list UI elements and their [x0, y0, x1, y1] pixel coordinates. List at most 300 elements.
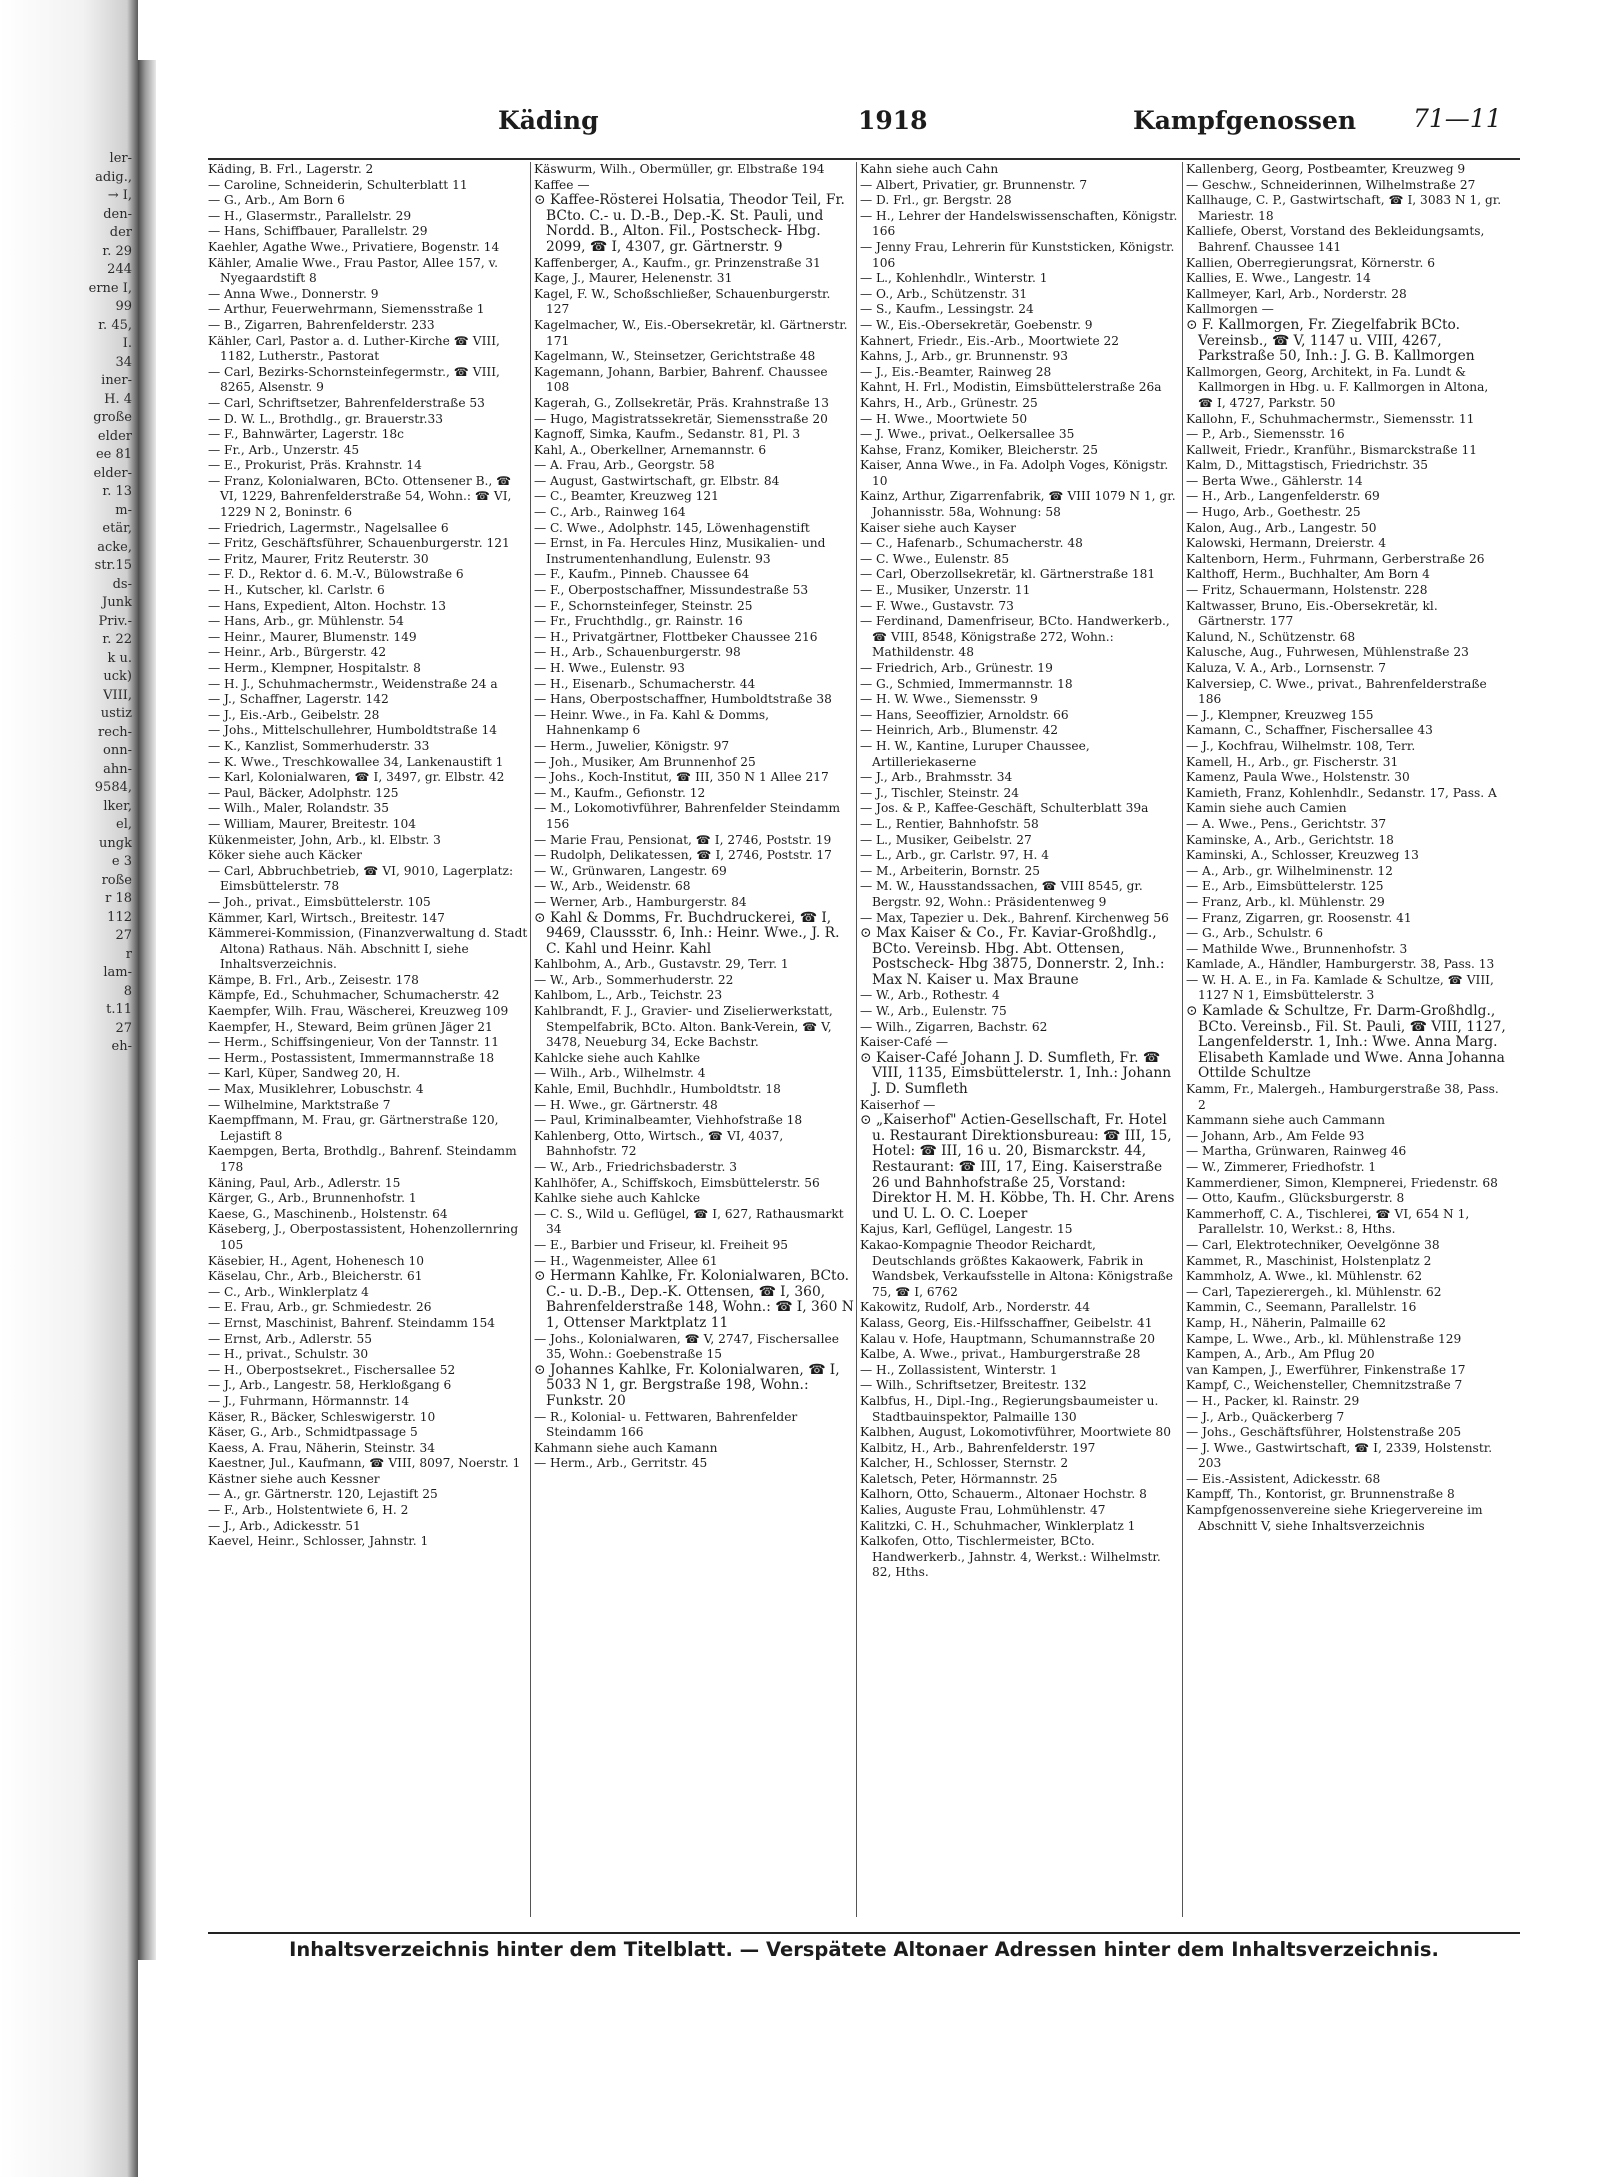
- directory-entry: Kahns, J., Arb., gr. Brunnenstr. 93: [860, 349, 1069, 364]
- directory-entry: — J. Wwe., Gastwirtschaft, ☎ I, 2339, Holstenstr. 203: [1186, 1440, 1493, 1471]
- directory-entry: — Ferdinand, Damenfriseur, BCto. Handwerkerb., ☎ VIII, 8548, Königstraße 272, Wohn.: Mathildenstr. 48: [860, 614, 1170, 660]
- stub-line: ahn-: [103, 761, 132, 777]
- column-divider: [856, 162, 857, 1917]
- directory-entry: — H., Privatgärtner, Flottbeker Chaussee 216: [534, 629, 818, 644]
- directory-entry: — Heinr. Wwe., in Fa. Kahl & Domms, Hahnenkamp 6: [534, 707, 770, 738]
- directory-entry: Kalversiep, C. Wwe., privat., Bahrenfelderstraße 186: [1186, 676, 1487, 707]
- directory-entry: Kähler, Carl, Pastor a. d. Luther-Kirche ☎ VIII, 1182, Lutherstr., Pastorat: [208, 333, 500, 364]
- directory-entry: Kalbhen, August, Lokomotivführer, Moortwiete 80: [860, 1425, 1172, 1440]
- directory-entry: — H., privat., Schulstr. 30: [208, 1347, 369, 1362]
- directory-entry: Kaffenberger, A., Kaufm., gr. Prinzenstraße 31: [534, 255, 821, 270]
- directory-entry: — Carl, Schriftsetzer, Bahrenfelderstraße 53: [208, 395, 485, 410]
- directory-entry: Kaempgen, Berta, Brothdlg., Bahrenf. Steindamm 178: [208, 1144, 517, 1174]
- directory-entry: Kahle, Emil, Buchhdlr., Humboldtstr. 18: [534, 1082, 781, 1097]
- directory-entry: — Caroline, Schneiderin, Schulterblatt 11: [208, 177, 468, 192]
- directory-entry: — Fr., Fruchthdlg., gr. Rainstr. 16: [534, 614, 743, 629]
- directory-entry: — A., gr. Gärtnerstr. 120, Lejastift 25: [208, 1487, 438, 1502]
- directory-entry: Kamenz, Paula Wwe., Holstenstr. 30: [1186, 770, 1410, 785]
- stub-line: große: [93, 410, 132, 425]
- directory-entry: Kakowitz, Rudolf, Arb., Norderstr. 44: [860, 1300, 1090, 1315]
- stub-line: Junk: [102, 595, 132, 610]
- directory-entry: — Herm., Juwelier, Königstr. 97: [534, 738, 730, 753]
- directory-entry: Kahl, A., Oberkellner, Arnemannstr. 6: [534, 442, 767, 457]
- stub-line: elder: [97, 428, 132, 444]
- directory-entry: — D. Frl., gr. Bergstr. 28: [860, 193, 1012, 208]
- directory-entry: Kalund, N., Schützenstr. 68: [1186, 629, 1356, 644]
- directory-entry: Kalhorn, Otto, Schauerm., Altonaer Hochstr. 8: [860, 1487, 1147, 1502]
- directory-entry: — J., Eis.-Beamter, Rainweg 28: [860, 364, 1052, 379]
- directory-entry: — H. W., Kantine, Luruper Chaussee, Artilleriekaserne: [860, 738, 1090, 769]
- directory-entry: Kalies, Auguste Frau, Lohmühlenstr. 47: [860, 1503, 1106, 1518]
- directory-entry: — W., Arb., Eulenstr. 75: [860, 1004, 1007, 1019]
- stub-line: VIII,: [103, 687, 132, 703]
- directory-entry: ⊙ F. Kallmorgen, Fr. Ziegelfabrik BCto. Vereinsb., ☎ V, 1147 u. VIII, 4267, Parkstraße 50, Inh.: J. G. B. Kallmorgen: [1186, 316, 1475, 365]
- directory-entry: — H., Eisenarb., Schumacherstr. 44: [534, 676, 756, 691]
- directory-entry: Kaltenborn, Herm., Fuhrmann, Gerberstraße 26: [1186, 551, 1485, 566]
- directory-entry: — Marie Frau, Pensionat, ☎ I, 2746, Poststr. 19: [534, 832, 832, 847]
- directory-entry: Kallmeyer, Karl, Arb., Norderstr. 28: [1186, 286, 1407, 301]
- directory-entry: Kallies, E. Wwe., Langestr. 14: [1186, 271, 1371, 286]
- directory-entry: Kalau v. Hofe, Hauptmann, Schumannstraße 20: [860, 1331, 1155, 1346]
- directory-entry: — Albert, Privatier, gr. Brunnenstr. 7: [860, 177, 1088, 192]
- directory-entry: — Jos. & P., Kaffee-Geschäft, Schulterblatt 39a: [860, 801, 1149, 816]
- stub-line: → I,: [107, 188, 132, 203]
- directory-entry: Kagnoff, Simka, Kaufm., Sedanstr. 81, Pl. 3: [534, 427, 801, 442]
- directory-entry: Kampfgenossenvereine siehe Kriegervereine im Abschnitt V, siehe Inhaltsverzeichnis: [1186, 1503, 1483, 1533]
- directory-entry: ⊙ Kahl & Domms, Fr. Buchdruckerei, ☎ I, 9469, Claussstr. 6, Inh.: Heinr. Wwe., J. R. C. Kahl und Heinr. Kahl: [534, 909, 840, 957]
- directory-entry: Kämmer, Karl, Wirtsch., Breitestr. 147: [208, 910, 445, 925]
- directory-entry: Kalm, D., Mittagstisch, Friedrichstr. 35: [1186, 458, 1428, 473]
- stub-line: r 18: [105, 891, 132, 906]
- directory-entry: Kaess, A. Frau, Näherin, Steinstr. 34: [208, 1440, 435, 1455]
- directory-entry: Kalkofen, Otto, Tischlermeister, BCto. Handwerkerb., Jahnstr. 4, Werkst.: Wilhelmstr. 82, Hths.: [860, 1534, 1161, 1580]
- directory-entry: Kaiserhof —: [860, 1097, 936, 1112]
- stub-line: uck): [103, 669, 132, 684]
- directory-entry: — L., Arb., gr. Carlstr. 97, H. 4: [860, 848, 1049, 863]
- directory-entry: — M. W., Hausstandssachen, ☎ VIII 8545, gr. Bergstr. 92, Wohn.: Präsidentenweg 9: [860, 879, 1143, 909]
- directory-entry: Käning, Paul, Arb., Adlerstr. 15: [208, 1175, 401, 1190]
- directory-entry: — F. Wwe., Gustavstr. 73: [860, 598, 1014, 613]
- stub-line: I.: [122, 336, 132, 351]
- directory-entry: Kagelmacher, W., Eis.-Obersekretär, kl. Gärtnerstr. 171: [534, 317, 848, 348]
- directory-entry: — M., Lokomotivführer, Bahrenfelder Steindamm 156: [534, 801, 841, 831]
- page-number: 71—11: [1413, 104, 1502, 133]
- directory-entry: — R., Kolonial- u. Fettwaren, Bahrenfelder Steindamm 166: [534, 1409, 798, 1440]
- directory-entry: Kalliefe, Oberst, Vorstand des Bekleidungsamts, Bahrenf. Chaussee 141: [1186, 224, 1485, 254]
- directory-entry: Kamann, C., Schaffner, Fischersallee 43: [1186, 723, 1433, 738]
- directory-entry: — J., Arb., Adickesstr. 51: [208, 1518, 361, 1533]
- directory-entry: Kaempfer, Wilh. Frau, Wäscherei, Kreuzweg 109: [208, 1004, 509, 1019]
- directory-entry: — H., Arb., Langenfelderstr. 69: [1186, 489, 1380, 504]
- directory-entry: Kaestner, Jul., Kaufmann, ☎ VIII, 8097, Noerstr. 1: [208, 1456, 521, 1471]
- directory-entry: — J., Fuhrmann, Hörmannstr. 14: [208, 1393, 410, 1408]
- stub-line: 27: [115, 928, 132, 943]
- directory-entry: Käser, R., Bäcker, Schleswigerstr. 10: [208, 1409, 436, 1424]
- directory-entry: Kammholz, A. Wwe., kl. Mühlenstr. 62: [1186, 1269, 1423, 1284]
- directory-entry: — Eis.-Assistent, Adickesstr. 68: [1186, 1471, 1381, 1486]
- directory-entry: — H., Glasermstr., Parallelstr. 29: [208, 208, 412, 223]
- directory-entry: Kahlbrandt, F. J., Gravier- und Ziselierwerkstatt, Stempelfabrik, BCto. Alton. Bank-Verein, ☎ V, 3478, Neueburg 34, Ecke Bachstr.: [534, 1004, 833, 1050]
- directory-entry: — J., Arb., Langestr. 58, Herkloßgang 6: [208, 1378, 452, 1393]
- directory-entry: Kalbe, A. Wwe., privat., Hamburgerstraße 28: [860, 1347, 1141, 1362]
- stub-line: Priv.-: [98, 613, 132, 629]
- directory-entry: — Friedrich, Arb., Grünestr. 19: [860, 661, 1053, 675]
- stub-line: r. 29: [102, 243, 132, 259]
- left-page-stub-text: [0, 150, 132, 1057]
- directory-entry: — M., Arbeiterin, Bornstr. 25: [860, 863, 1040, 878]
- stub-line: lker,: [103, 798, 132, 814]
- directory-entry: — Rudolph, Delikatessen, ☎ I, 2746, Poststr. 17: [534, 848, 832, 863]
- directory-entry: Kalcher, H., Schlosser, Sternstr. 2: [860, 1456, 1069, 1471]
- directory-entry: Kagemann, Johann, Barbier, Bahrenf. Chaussee 108: [534, 364, 828, 395]
- stub-line: iner-: [101, 373, 132, 388]
- directory-entry: Kükenmeister, John, Arb., kl. Elbstr. 3: [208, 832, 441, 847]
- directory-entry: — Franz, Zigarren, gr. Roosenstr. 41: [1186, 910, 1412, 925]
- directory-entry: — Ernst, in Fa. Hercules Hinz, Musikalien- und Instrumentenhandlung, Eulenstr. 93: [534, 536, 826, 566]
- directory-entry: — Anna Wwe., Donnerstr. 9: [208, 286, 379, 301]
- directory-entry: — Hugo, Arb., Goethestr. 25: [1186, 505, 1361, 520]
- stub-line: ler-: [109, 151, 132, 166]
- directory-entry: Käseberg, J., Oberpostassistent, Hohenzollernring 105: [208, 1222, 519, 1252]
- stub-line: erne I,: [88, 280, 132, 296]
- stub-line: etär,: [102, 521, 132, 536]
- stub-line: ee 81: [95, 447, 132, 462]
- directory-entry: — H., Wagenmeister, Allee 61: [534, 1253, 718, 1268]
- stub-line: eh-: [111, 1039, 132, 1054]
- directory-entry: — K. Wwe., Treschkowallee 34, Lankenaustift 1: [208, 754, 504, 769]
- directory-entry: — Karl, Küper, Sandweg 20, H.: [208, 1066, 401, 1081]
- directory-entry: Kahn siehe auch Cahn: [860, 162, 999, 176]
- directory-entry: van Kampen, J., Ewerführer, Finkenstraße 17: [1186, 1362, 1466, 1377]
- directory-entry: Kampf, C., Weichensteller, Chemnitzstraße 7: [1186, 1378, 1463, 1393]
- directory-entry: — J., Kochfrau, Wilhelmstr. 108, Terr.: [1186, 738, 1416, 753]
- column-divider: [530, 162, 531, 1917]
- stub-line: onn-: [103, 743, 132, 758]
- directory-entry: — Geschw., Schneiderinnen, Wilhelmstraße 27: [1186, 177, 1476, 192]
- directory-entry: Kahlke siehe auch Kahlcke: [534, 1191, 701, 1206]
- directory-entry: Kahnt, H. Frl., Modistin, Eimsbüttelerstraße 26a: [860, 380, 1162, 395]
- stub-line: r. 22: [102, 632, 132, 647]
- stub-line: r. 13: [102, 484, 132, 499]
- directory-entry: Kage, J., Maurer, Helenenstr. 31: [534, 271, 733, 286]
- column-divider: [1182, 162, 1183, 1917]
- directory-entry: — Wilh., Zigarren, Bachstr. 62: [860, 1019, 1048, 1034]
- directory-entry: — Joh., privat., Eimsbüttelerstr. 105: [208, 894, 431, 909]
- directory-entry: — M., Kaufm., Gefionstr. 12: [534, 785, 706, 800]
- stub-line: m-: [115, 502, 132, 518]
- column-4: [1186, 162, 1506, 1917]
- directory-entry: — W., Eis.-Obersekretär, Goebenstr. 9: [860, 317, 1093, 332]
- directory-entry: — Max, Musiklehrer, Lobuschstr. 4: [208, 1082, 424, 1097]
- directory-entry: Kalass, Georg, Eis.-Hilfsschaffner, Geibelstr. 41: [860, 1315, 1153, 1330]
- directory-entry: Kamin siehe auch Camien: [1186, 801, 1347, 816]
- directory-entry: — H. J., Schuhmachermstr., Weidenstraße 24 a: [208, 676, 498, 691]
- directory-entry: Kajus, Karl, Geflügel, Langestr. 15: [860, 1222, 1073, 1237]
- directory-entry: Kamm, Fr., Malergeh., Hamburgerstraße 38, Pass. 2: [1186, 1082, 1499, 1112]
- directory-entry: — Hans, Schiffbauer, Parallelstr. 29: [208, 224, 428, 239]
- directory-entry: — August, Gastwirtschaft, gr. Elbstr. 84: [534, 473, 780, 488]
- directory-entry: — Johs., Kolonialwaren, ☎ V, 2747, Fischersallee 35, Wohn.: Goebenstraße 15: [534, 1331, 839, 1362]
- directory-entry: Kahlhöfer, A., Schiffskoch, Eimsbüttelerstr. 56: [534, 1175, 820, 1190]
- directory-entry: — Carl, Tapezierergeh., kl. Mühlenstr. 62: [1186, 1284, 1442, 1299]
- directory-entry: Kärger, G., Arb., Brunnenhofstr. 1: [208, 1191, 417, 1206]
- directory-entry: — Friedrich, Lagermstr., Nagelsallee 6: [208, 520, 449, 535]
- directory-entry: Kalbfus, H., Dipl.-Ing., Regierungsbaumeister u. Stadtbauinspektor, Palmaille 130: [860, 1393, 1159, 1424]
- directory-entry: — Herm., Arb., Gerritstr. 45: [534, 1456, 708, 1471]
- directory-entry: — Hans, Seeoffizier, Arnoldstr. 66: [860, 707, 1069, 722]
- directory-entry: — L., Musiker, Geibelstr. 27: [860, 832, 1032, 847]
- directory-entry: — Werner, Arb., Hamburgerstr. 84: [534, 894, 747, 909]
- directory-entry: — C. S., Wild u. Geflügel, ☎ I, 627, Rathausmarkt 34: [534, 1206, 844, 1237]
- stub-line: e 3: [111, 854, 132, 869]
- stub-line: 99: [115, 299, 132, 314]
- directory-entry: Käsebier, H., Agent, Hohenesch 10: [208, 1253, 424, 1268]
- directory-entry: Kalbitz, H., Arb., Bahrenfelderstr. 197: [860, 1440, 1096, 1455]
- directory-entry: — Wilh., Maler, Rolandstr. 35: [208, 801, 389, 816]
- directory-entry: Kahlcke siehe auch Kahlke: [534, 1050, 701, 1065]
- stub-line: acke,: [97, 539, 132, 555]
- stub-line: den-: [103, 206, 132, 222]
- directory-entry: — Karl, Kolonialwaren, ☎ I, 3497, gr. Elbstr. 42: [208, 770, 505, 785]
- directory-entry: — J., Klempner, Kreuzweg 155: [1186, 707, 1374, 722]
- directory-entry: Kallmorgen —: [1186, 302, 1274, 317]
- directory-entry: — Fr., Arb., Unzerstr. 45: [208, 442, 360, 457]
- directory-entry: — O., Arb., Schützenstr. 31: [860, 286, 1028, 301]
- directory-entry: — Herm., Postassistent, Immermannstraße 18: [208, 1050, 495, 1065]
- directory-entry: Kaffee —: [534, 177, 590, 192]
- directory-entry: — E., Prokurist, Präs. Krahnstr. 14: [208, 458, 422, 473]
- stub-line: 8: [123, 983, 132, 999]
- directory-columns: [208, 162, 1520, 1917]
- directory-entry: — H. Wwe., Moortwiete 50: [860, 411, 1028, 426]
- directory-entry: — C. Wwe., Adolphstr. 145, Löwenhagenstift: [534, 520, 810, 535]
- directory-entry: Kallien, Oberregierungsrat, Körnerstr. 6: [1186, 255, 1435, 270]
- directory-entry: — William, Maurer, Breitestr. 104: [208, 816, 417, 831]
- stub-line: 27: [115, 1020, 132, 1036]
- directory-entry: ⊙ Kamlade & Schultze, Fr. Darm-Großhdlg., BCto. Vereinsb., Fil. St. Pauli, ☎ VIII, 1127, Langenfelderstr. 1, Inh.: Wwe. Anna Marg. Elisabeth Kamlade und Wwe. Anna Johanna Ottilde Schultze: [1186, 1003, 1506, 1082]
- directory-entry: Köker siehe auch Käcker: [208, 848, 362, 863]
- directory-entry: Kallohn, F., Schuhmachermstr., Siemensstr. 11: [1186, 411, 1475, 426]
- stub-line: ds-: [112, 576, 132, 592]
- directory-entry: — G., Arb., Schulstr. 6: [1186, 926, 1323, 941]
- footer-notice: Inhaltsverzeichnis hinter dem Titelblatt. — Verspätete Altonaer Adressen hinter dem Inhaltsverzeichnis.: [208, 1932, 1520, 1961]
- running-header: [208, 100, 1520, 140]
- directory-entry: — E., Musiker, Unzerstr. 11: [860, 583, 1031, 598]
- directory-entry: — E. Frau, Arb., gr. Schmiedestr. 26: [208, 1300, 432, 1315]
- directory-entry: ⊙ Kaffee-Rösterei Holsatia, Theodor Teil, Fr. BCto. C.- u. D.-B., Dep.-K. St. Pauli, und Nordd. B., Alton. Fil., Postscheck- Hbg. 2099, ☎ I, 4307, gr. Gärtnerstr. 9: [534, 192, 845, 255]
- directory-entry: — Hans, Oberpostschaffner, Humboldtstraße 38: [534, 692, 832, 707]
- directory-entry: — J., Tischler, Steinstr. 24: [860, 785, 1020, 800]
- directory-entry: — B., Zigarren, Bahrenfelderstr. 233: [208, 317, 435, 332]
- directory-entry: — W., Arb., Friedrichsbaderstr. 3: [534, 1160, 738, 1174]
- directory-entry: Kallenberg, Georg, Postbeamter, Kreuzweg 9: [1186, 162, 1466, 176]
- directory-entry: Kaltwasser, Bruno, Eis.-Obersekretär, kl. Gärtnerstr. 177: [1186, 598, 1438, 629]
- directory-entry: — H. Wwe., gr. Gärtnerstr. 48: [534, 1097, 718, 1112]
- directory-entry: Käding, B. Frl., Lagerstr. 2: [208, 162, 374, 176]
- directory-entry: — Otto, Kaufm., Glücksburgerstr. 8: [1186, 1191, 1405, 1206]
- directory-entry: — W., Arb., Rothestr. 4: [860, 988, 1000, 1003]
- directory-entry: Kalthoff, Herm., Buchhalter, Am Born 4: [1186, 567, 1430, 582]
- directory-entry: ⊙ Max Kaiser & Co., Fr. Kaviar-Großhdlg., BCto. Vereinsb. Hbg. Abt. Ottensen, Postscheck- Hbg 3875, Donnerstr. 2, Inh.: Max N. Kaiser u. Max Braune: [860, 925, 1165, 988]
- directory-entry: Kaiser siehe auch Kayser: [860, 520, 1016, 535]
- stub-line: 244: [107, 262, 132, 277]
- directory-entry: — Paul, Bäcker, Adolphstr. 125: [208, 785, 399, 800]
- stub-line: el,: [116, 817, 132, 832]
- directory-entry: — H., Arb., Schauenburgerstr. 98: [534, 645, 741, 660]
- directory-entry: Käswurm, Wilh., Obermüller, gr. Elbstraße 194: [534, 162, 825, 176]
- directory-entry: — Wilh., Schriftsetzer, Breitestr. 132: [860, 1378, 1087, 1393]
- directory-entry: — Jenny Frau, Lehrerin für Kunststicken, Königstr. 106: [860, 239, 1175, 270]
- directory-entry: Kahnert, Friedr., Eis.-Arb., Moortwiete 22: [860, 333, 1120, 348]
- directory-entry: — Franz, Arb., kl. Mühlenstr. 29: [1186, 894, 1385, 909]
- directory-entry: Kaese, G., Maschinenb., Holstenstr. 64: [208, 1206, 448, 1221]
- directory-entry: Kahlbohm, A., Arb., Gustavstr. 29, Terr. 1: [534, 957, 789, 972]
- directory-entry: — D. W. L., Brothdlg., gr. Brauerstr.33: [208, 411, 443, 426]
- directory-entry: — W. H. A. E., in Fa. Kamlade & Schultze, ☎ VIII, 1127 N 1, Eimsbüttelerstr. 3: [1186, 972, 1494, 1003]
- directory-entry: — Herm., Klempner, Hospitalstr. 8: [208, 661, 421, 675]
- directory-entry: — H., Lehrer der Handelswissenschaften, Königstr. 166: [860, 208, 1178, 239]
- directory-entry: — Ernst, Arb., Adlerstr. 55: [208, 1331, 373, 1346]
- directory-entry: — Heinrich, Arb., Blumenstr. 42: [860, 723, 1059, 738]
- directory-entry: Kämpfe, Ed., Schuhmacher, Schumacherstr. 42: [208, 988, 500, 1003]
- directory-entry: — A. Frau, Arb., Georgstr. 58: [534, 458, 715, 473]
- directory-entry: — W., Grünwaren, Langestr. 69: [534, 863, 727, 878]
- directory-entry: Kallhauge, C. P., Gastwirtschaft, ☎ I, 3083 N 1, gr. Mariestr. 18: [1186, 193, 1502, 223]
- directory-entry: Kammerhoff, C. A., Tischlerei, ☎ VI, 654 N 1, Parallelstr. 10, Werkst.: 8, Hths.: [1186, 1206, 1470, 1237]
- directory-entry: — G., Schmied, Immermannstr. 18: [860, 676, 1073, 691]
- directory-entry: — F., Oberpostschaffner, Missundestraße 53: [534, 583, 809, 598]
- directory-entry: — H., Zollassistent, Winterstr. 1: [860, 1362, 1058, 1377]
- stub-line: rech-: [98, 724, 132, 740]
- directory-entry: — Berta Wwe., Gählerstr. 14: [1186, 473, 1363, 488]
- directory-entry: Kaminske, A., Arb., Gerichtstr. 18: [1186, 832, 1394, 847]
- directory-entry: — Franz, Kolonialwaren, BCto. Ottensener B., ☎ VI, 1229, Bahrenfelderstraße 54, Wohn.: ☎ VI, 1229 N 2, Boninstr. 6: [208, 473, 512, 520]
- directory-entry: — W., Zimmerer, Friedhofstr. 1: [1186, 1160, 1377, 1174]
- directory-entry: Kahlbom, L., Arb., Teichstr. 23: [534, 988, 723, 1003]
- directory-entry: Kahrs, H., Arb., Grünestr. 25: [860, 395, 1038, 410]
- directory-entry: — J., Schaffner, Lagerstr. 142: [208, 692, 389, 707]
- stub-line: 9584,: [94, 780, 132, 795]
- directory-entry: ⊙ „Kaiserhof" Actien-Gesellschaft, Fr. Hotel u. Restaurant Direktionsbureau: ☎ III, 15, Hotel: ☎ III, 16 u. 20, Bismarckstr. 44, Restaurant: ☎ III, 17, Eing. Kaiserstraße 26 und Bahnhofstraße 25, Vorstand: Direktor H. M. H. Köbbe, Th. H. Chr. Arens und U. L. O. C. Loeper: [860, 1112, 1175, 1222]
- directory-entry: Kaiser, Anna Wwe., in Fa. Adolph Voges, Königstr. 10: [860, 458, 1169, 488]
- stub-line: lam-: [103, 965, 132, 980]
- column-1: [208, 162, 528, 1917]
- directory-entry: Kampe, L. Wwe., Arb., kl. Mühlenstraße 129: [1186, 1331, 1462, 1346]
- stub-line: k u.: [107, 650, 132, 666]
- stub-line: t.11: [106, 1002, 132, 1017]
- stub-line: 112: [107, 909, 132, 925]
- stub-line: ungk: [99, 835, 132, 851]
- stub-line: elder-: [93, 465, 132, 481]
- directory-entry: Kalitzki, C. H., Schuhmacher, Winklerplatz 1: [860, 1518, 1136, 1533]
- directory-entry: Käser, G., Arb., Schmidtpassage 5: [208, 1425, 418, 1440]
- directory-entry: — Fritz, Geschäftsführer, Schauenburgerstr. 121: [208, 536, 510, 551]
- directory-entry: — Joh., Musiker, Am Brunnenhof 25: [534, 754, 756, 769]
- directory-entry: Kallmorgen, Georg, Architekt, in Fa. Lundt & Kallmorgen in Hbg. u. F. Kallmorgen in Altona, ☎ I, 4727, Parkstr. 50: [1186, 364, 1489, 410]
- directory-entry: — C., Arb., Winklerplatz 4: [208, 1284, 369, 1299]
- directory-entry: Kampff, Th., Kontorist, gr. Brunnenstraße 8: [1186, 1487, 1455, 1502]
- stub-line: der: [109, 225, 132, 240]
- directory-entry: — Carl, Oberzollsekretär, kl. Gärtnerstraße 181: [860, 567, 1156, 582]
- directory-entry: — W., Arb., Weidenstr. 68: [534, 879, 691, 894]
- directory-entry: — L., Rentier, Bahnhofstr. 58: [860, 816, 1039, 831]
- directory-entry: Kammin, C., Seemann, Parallelstr. 16: [1186, 1300, 1417, 1315]
- directory-entry: — F. D., Rektor d. 6. M.-V., Bülowstraße 6: [208, 567, 464, 582]
- directory-entry: — H., Kutscher, kl. Carlstr. 6: [208, 583, 385, 598]
- directory-entry: Kamell, H., Arb., gr. Fischerstr. 31: [1186, 754, 1399, 769]
- directory-entry: Kammann siehe auch Cammann: [1186, 1113, 1385, 1128]
- directory-entry: — A. Wwe., Pens., Gerichtstr. 37: [1186, 816, 1387, 831]
- directory-entry: — J. Wwe., privat., Oelkersallee 35: [860, 427, 1075, 442]
- directory-entry: Kainz, Arthur, Zigarrenfabrik, ☎ VIII 1079 N 1, gr. Johannisstr. 58a, Wohnung: 58: [860, 489, 1176, 520]
- directory-entry: — F., Arb., Holstentwiete 6, H. 2: [208, 1503, 409, 1518]
- directory-entry: — K., Kanzlist, Sommerhuderstr. 33: [208, 738, 430, 753]
- stub-line: adig.,: [95, 169, 132, 185]
- directory-entry: — Arthur, Feuerwehrmann, Siemensstraße 1: [208, 302, 485, 317]
- header-last-entry: Kampfgenossen: [1133, 106, 1357, 135]
- directory-entry: Kaevel, Heinr., Schlosser, Jahnstr. 1: [208, 1534, 429, 1549]
- directory-entry: — W., Arb., Sommerhuderstr. 22: [534, 972, 734, 987]
- directory-entry: Kalowski, Hermann, Dreierstr. 4: [1186, 536, 1387, 551]
- directory-entry: Kämmerei-Kommission, (Finanzverwaltung d. Stadt Altona) Rathaus. Näh. Abschnitt I, siehe Inhaltsverzeichnis.: [208, 926, 528, 972]
- directory-entry: Kalusche, Aug., Fuhrwesen, Mühlenstraße 23: [1186, 645, 1469, 660]
- directory-entry: — Paul, Kriminalbeamter, Viehhofstraße 18: [534, 1113, 803, 1128]
- directory-entry: — Wilhelmine, Marktstraße 7: [208, 1097, 391, 1112]
- directory-entry: — F., Schornsteinfeger, Steinstr. 25: [534, 598, 753, 613]
- header-year: 1918: [858, 106, 928, 135]
- stub-line: 34: [115, 354, 132, 370]
- directory-entry: — H. W. Wwe., Siemensstr. 9: [860, 692, 1038, 707]
- directory-entry: ⊙ Kaiser-Café Johann J. D. Sumfleth, Fr. ☎ VIII, 1135, Eimsbüttelerstr. 1, Inh.: Johann J. D. Sumfleth: [860, 1049, 1172, 1098]
- directory-entry: — Johs., Geschäftsführer, Holstenstraße 205: [1186, 1425, 1462, 1440]
- directory-entry: Kakao-Kompagnie Theodor Reichardt, Deutschlands größtes Kakaowerk, Fabrik in Wandsbek, Verkaufsstelle in Altona: Königstraße 75, ☎ I, 6762: [860, 1237, 1173, 1299]
- directory-entry: Kagelmann, W., Steinsetzer, Gerichtstraße 48: [534, 349, 816, 364]
- directory-entry: — E., Arb., Eimsbüttelerstr. 125: [1186, 879, 1384, 894]
- header-first-entry: Käding: [498, 106, 599, 135]
- directory-entry: — P., Arb., Siemensstr. 16: [1186, 427, 1345, 442]
- directory-entry: Kahmann siehe auch Kamann: [534, 1440, 718, 1455]
- directory-entry: Kaluza, V. A., Arb., Lornsenstr. 7: [1186, 661, 1387, 675]
- directory-entry: — Carl, Elektrotechniker, Oevelgönne 38: [1186, 1237, 1440, 1252]
- directory-entry: — Fritz, Maurer, Fritz Reuterstr. 30: [208, 551, 429, 566]
- directory-entry: Kaminski, A., Schlosser, Kreuzweg 13: [1186, 848, 1419, 863]
- directory-entry: — G., Arb., Am Born 6: [208, 193, 345, 208]
- directory-entry: — Johs., Mittelschullehrer, Humboldtstraße 14: [208, 723, 497, 738]
- directory-entry: ⊙ Hermann Kahlke, Fr. Kolonialwaren, BCto. C.- u. D.-B., Dep.-K. Ottensen, ☎ I, 360, Bahrenfelderstraße 148, Wohn.: ☎ I, 360 N 1, Ottenser Marktplatz 11: [534, 1268, 854, 1331]
- directory-entry: Kähler, Amalie Wwe., Frau Pastor, Allee 157, v. Nyegaardstift 8: [208, 255, 498, 286]
- directory-entry: — H., Packer, kl. Rainstr. 29: [1186, 1393, 1360, 1408]
- directory-entry: — J., Arb., Brahmsstr. 34: [860, 770, 1013, 785]
- book-gutter: [138, 60, 156, 1960]
- directory-entry: Kaletsch, Peter, Hörmannstr. 25: [860, 1471, 1058, 1486]
- directory-entry: — Mathilde Wwe., Brunnenhofstr. 3: [1186, 941, 1408, 956]
- directory-entry: — H., Oberpostsekret., Fischersallee 52: [208, 1362, 456, 1377]
- directory-entry: — J., Arb., Quäckerberg 7: [1186, 1409, 1345, 1424]
- header-rule: [208, 158, 1520, 160]
- directory-entry: — Johs., Koch-Institut, ☎ III, 350 N 1 Allee 217: [534, 770, 829, 785]
- directory-entry: Kalon, Aug., Arb., Langestr. 50: [1186, 520, 1377, 535]
- directory-entry: — C., Arb., Rainweg 164: [534, 505, 686, 520]
- directory-entry: — Heinr., Maurer, Blumenstr. 149: [208, 629, 417, 644]
- directory-entry: Kamieth, Franz, Kohlenhdlr., Sedanstr. 17, Pass. A: [1186, 785, 1497, 800]
- directory-entry: Kagerah, G., Zollsekretär, Präs. Krahnstraße 13: [534, 395, 830, 410]
- directory-entry: — Ernst, Maschinist, Bahrenf. Steindamm 154: [208, 1315, 496, 1330]
- directory-entry: Käselau, Chr., Arb., Bleicherstr. 61: [208, 1269, 423, 1284]
- column-2: [534, 162, 854, 1917]
- directory-entry: — S., Kaufm., Lessingstr. 24: [860, 302, 1034, 317]
- directory-entry: — L., Kohlenhdlr., Winterstr. 1: [860, 271, 1048, 286]
- directory-page: [208, 100, 1520, 1970]
